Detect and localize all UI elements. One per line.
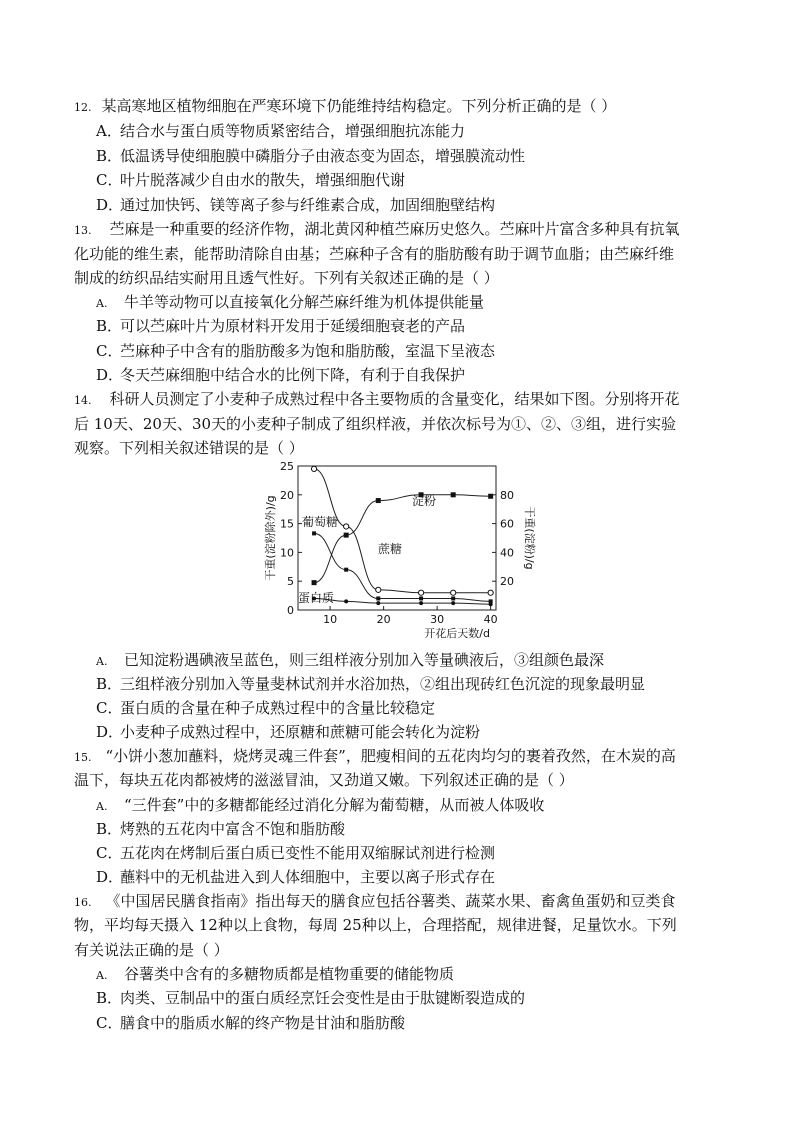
data-point-蛋白质 — [376, 601, 380, 605]
y-left-tick-label: 20 — [280, 488, 294, 502]
option-16-b: B．肉类、豆制品中的蛋白质经烹饪会变性是由于肽键断裂造成的 — [96, 989, 526, 1007]
option-12-c: C．叶片脱落减少自由水的散失，增强细胞代谢 — [96, 171, 406, 189]
maturation-chart — [262, 460, 536, 640]
data-point-淀粉 — [344, 533, 349, 538]
question-16-stem-line-3: 有关说法正确的是（ ） — [74, 941, 229, 959]
option-12-d: D．通过加快钙、镁等离子参与纤维素合成，加固细胞壁结构 — [96, 196, 496, 214]
option-14-a: A. 已知淀粉遇碘液呈蓝色，则三组样液分别加入等量碘液后，③组颜色最深 — [96, 651, 605, 669]
series-label-淀粉: 淀粉 — [412, 494, 437, 508]
option-12-b: B．低温诱导使细胞膜中磷脂分子由液态变为固态，增强膜流动性 — [96, 147, 526, 165]
question-number: 16. — [74, 896, 92, 909]
option-13-d: D．冬天苎麻细胞中结合水的比例下降，有利于自我保护 — [96, 366, 466, 384]
data-point-蛋白质 — [344, 599, 348, 603]
question-16-stem-line-1: 16. 《中国居民膳食指南》指出每天的膳食应包括谷薯类、蔬菜水果、畜禽鱼蛋奶和豆类食 — [74, 891, 676, 913]
data-point-蛋白质 — [489, 602, 493, 606]
series-line-淀粉 — [314, 495, 491, 583]
data-point-淀粉 — [451, 492, 456, 497]
question-15-stem-line-2: 温下，每块五花肉都被烤的滋滋冒油，又劲道又嫩。下列叙述正确的是（ ） — [74, 771, 574, 789]
x-axis-label: 开花后天数/d — [424, 627, 490, 640]
data-point-蔗糖 — [418, 590, 423, 595]
question-16-stem-line-2: 物，平均每天摄入 12种以上食物，每周 25种以上，合理搭配，规律进餐，足量饮水。下列 — [74, 916, 677, 934]
question-number: 12. — [74, 101, 92, 114]
data-point-蔗糖 — [488, 590, 493, 595]
option-15-c: C．五花肉在烤制后蛋白质已变性不能用双缩脲试剂进行检测 — [96, 844, 496, 862]
data-point-蔗糖 — [311, 466, 316, 471]
series-label-葡萄糖: 葡萄糖 — [302, 515, 339, 529]
data-point-蔗糖 — [376, 587, 381, 592]
option-13-b: B．可以苎麻叶片为原材料开发用于延缓细胞衰老的产品 — [96, 317, 466, 335]
question-12-stem: 12. 某高寒地区植物细胞在严寒环境下仍能维持结构稳定。下列分析正确的是（ ） — [74, 96, 616, 118]
data-point-蔗糖 — [344, 524, 349, 529]
option-14-b: B．三组样液分别加入等量斐林试剂并水浴加热，②组出现砖红色沉淀的现象最明显 — [96, 675, 646, 693]
option-14-c: C．蛋白质的含量在种子成熟过程中的含量比较稳定 — [96, 699, 436, 717]
data-point-蔗糖 — [451, 590, 456, 595]
data-point-葡萄糖 — [451, 596, 455, 600]
x-tick-label: 10 — [323, 613, 338, 626]
option-15-a: A. “三件套”中的多糖都能经过消化分解为葡萄糖，从而被人体吸收 — [96, 796, 545, 814]
option-16-a: A. 谷薯类中含有的多糖物质都是植物重要的储能物质 — [96, 965, 455, 983]
option-13-a: A. 牛羊等动物可以直接氧化分解苎麻纤维为机体提供能量 — [96, 293, 485, 311]
plot-frame — [298, 466, 496, 610]
series-label-蔗糖: 蔗糖 — [378, 542, 403, 556]
question-number: 15. — [74, 751, 92, 764]
option-13-c: C．苎麻种子中含有的脂肪酸多为饱和脂肪酸，室温下呈液态 — [96, 342, 496, 360]
question-number: 13. — [74, 224, 92, 237]
data-point-淀粉 — [376, 498, 381, 503]
option-12-a: A．结合水与蛋白质等物质紧密结合，增强细胞抗冻能力 — [96, 122, 466, 140]
y-left-axis-label: 干重(淀粉除外)/g — [264, 495, 277, 581]
y-left-tick-label: 10 — [280, 546, 294, 560]
question-14-stem-line-2: 后 10天、20天、30天的小麦种子制成了组织样液，并依次标号为①、②、③组，进行实验 — [74, 415, 677, 433]
y-right-tick-label: 60 — [500, 517, 514, 531]
data-point-淀粉 — [488, 494, 493, 499]
y-right-axis-label: 干重(淀粉)/g — [523, 506, 536, 570]
series-line-蔗糖 — [314, 469, 491, 593]
x-tick-label: 30 — [430, 613, 445, 626]
data-point-葡萄糖 — [419, 596, 423, 600]
data-point-蛋白质 — [451, 601, 455, 605]
y-right-tick-label: 80 — [500, 488, 514, 502]
option-15-b: B．烤熟的五花肉中富含不饱和脂肪酸 — [96, 820, 346, 838]
x-tick-label: 20 — [376, 613, 391, 626]
y-left-tick-label: 25 — [280, 460, 294, 473]
x-tick-label: 40 — [483, 613, 498, 626]
question-15-stem-line-1: 15. “小饼小葱加蘸料，烧烤灵魂三件套”，肥瘦相间的五花肉均匀的裹着孜然，在木炭的高 — [74, 746, 676, 768]
y-left-tick-label: 0 — [287, 604, 294, 617]
y-right-tick-label: 40 — [500, 546, 514, 560]
option-16-c: C．膳食中的脂质水解的终产物是甘油和脂肪酸 — [96, 1014, 406, 1032]
data-point-葡萄糖 — [312, 531, 316, 535]
y-left-tick-label: 15 — [280, 517, 294, 531]
data-point-葡萄糖 — [376, 596, 380, 600]
data-point-蛋白质 — [419, 601, 423, 605]
question-14-stem-line-1: 14. 科研人员测定了小麦种子成熟过程中各主要物质的含量变化，结果如下图。分别将开花 — [74, 389, 680, 411]
question-13-stem-line-1: 13. 苎麻是一种重要的经济作物，湖北黄冈种植苎麻历史悠久。苎麻叶片富含多种具有抗氧 — [74, 219, 680, 241]
option-14-d: D．小麦种子成熟过程中，还原糖和蔗糖可能会转化为淀粉 — [96, 723, 481, 741]
y-right-tick-label: 20 — [500, 575, 514, 589]
question-14-stem-line-3: 观察。下列相关叙述错误的是（ ） — [74, 439, 304, 457]
option-15-d: D．蘸料中的无机盐进入到人体细胞中，主要以离子形式存在 — [96, 868, 496, 886]
y-left-tick-label: 5 — [287, 575, 294, 589]
data-point-葡萄糖 — [344, 568, 348, 572]
series-label-蛋白质: 蛋白质 — [298, 591, 335, 605]
data-point-淀粉 — [312, 580, 317, 585]
question-number: 14. — [74, 394, 92, 407]
question-13-stem-line-2: 化功能的维生素，能帮助清除自由基；苎麻种子含有的脂肪酸有助于调节血脂；由苎麻纤维 — [74, 245, 675, 263]
question-13-stem-line-3: 制成的纺织品结实耐用且透气性好。下列有关叙述正确的是（ ） — [74, 269, 499, 287]
